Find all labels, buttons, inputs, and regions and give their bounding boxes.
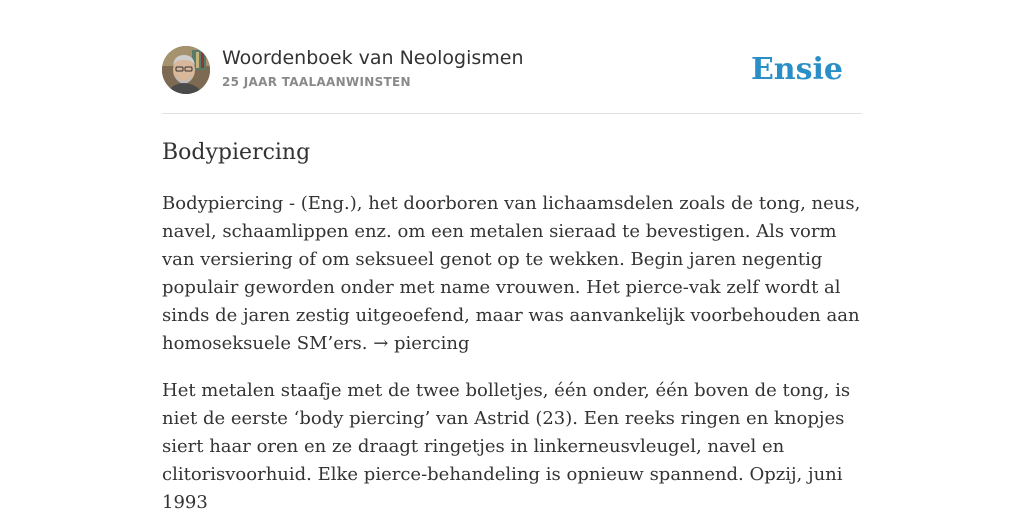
definition-text: Bodypiercing - (Eng.), het doorboren van lichaamsdelen zoals de tong, neus, navel, schaamlippen enz. om een metalen sieraad te bevestigen. Als vorm van versiering of om seksueel genot op te wekken. Begin jaren negentig populair geworden onder met name vrouwen. Het pierce-vak zelf wordt al sinds de jaren zestig uitgeoefend, maar was aanvankelijk voorbehouden aan homoseksuele SM’ers. [162, 193, 861, 354]
brand-logo[interactable]: Ensie [750, 52, 843, 87]
entry-example: Het metalen staafje met de twee bolletjes, één onder, één boven de tong, is niet de eerste ‘body piercing’ van Astrid (23). Een reeks ringen en knopjes siert haar oren en ze draagt ringetjes in linkerneusvleugel, navel en clitorisvoorhuid. Elke pierce-behandeling is opnieuw spannend. Opzij, juni 1993 [162, 380, 851, 512]
site-subtitle: 25 JAAR TAALAANWINSTEN [222, 75, 411, 89]
xref-link-piercing[interactable]: piercing [394, 333, 470, 354]
xref-arrow-icon: → [373, 333, 389, 354]
header [162, 46, 862, 96]
site-title[interactable]: Woordenboek van Neologismen [222, 47, 524, 69]
entry-definition [162, 190, 862, 358]
author-avatar-icon [162, 46, 210, 94]
entry-headword: Bodypiercing [162, 140, 311, 165]
avatar[interactable] [162, 46, 210, 94]
header-divider [162, 113, 862, 114]
